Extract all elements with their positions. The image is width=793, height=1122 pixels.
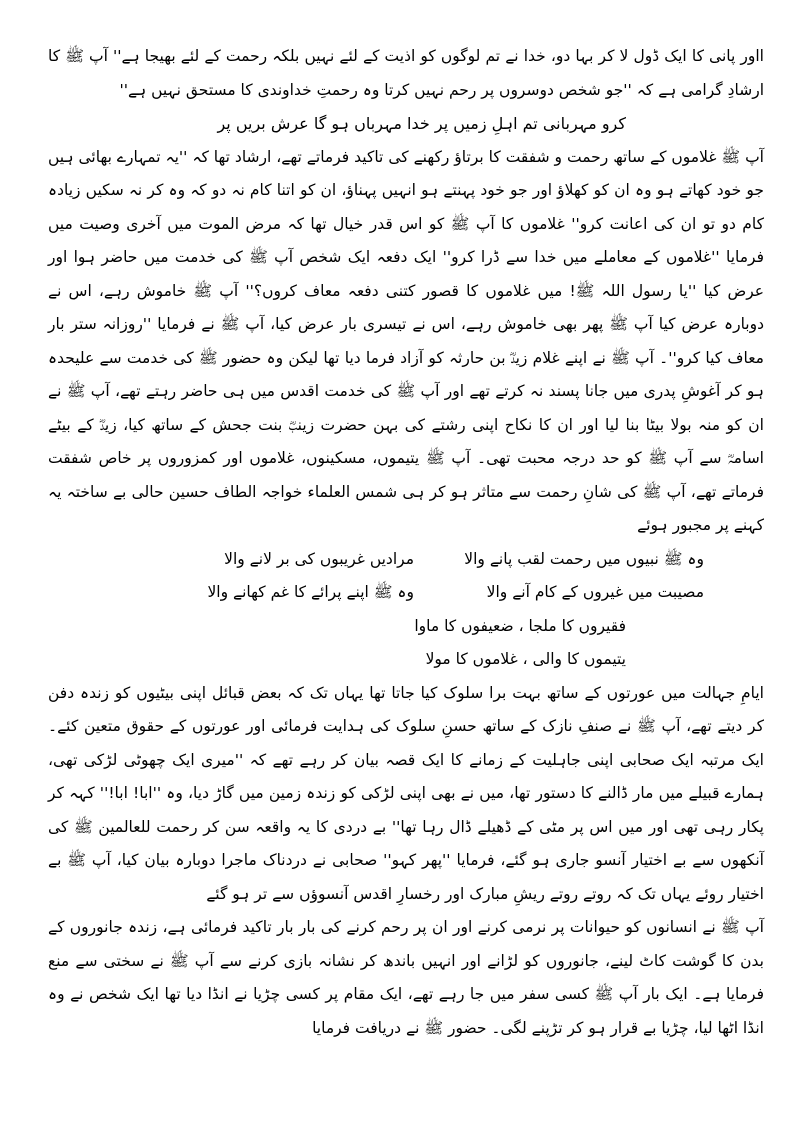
paragraph-women: ایامِ جہالت میں عورتوں کے ساتھ بہت برا سلوک کیا جاتا تھا یہاں تک کہ بعض قبائل اپنی بیٹیوں کو زندہ دفن کر دیتے تھے، آپ ﷺ نے صنفِ نازک کے ساتھ حسنِ سلوک کی ہدایت فرمائی اور عورتوں کے حقوق متعین کئے۔ ایک مرتبہ ایک صحابی اپنی جاہلیت کے زمانے کا ایک قصہ بیان کر رہے تھے کہ ''میری ایک چھوٹی لڑکی تھی، ہمارے قبیلے میں مار ڈالنے کا دستور تھا، میں نے بھی اپنی لڑکی کو زندہ زمین میں گاڑ دیا، وہ ''ابا! ابا!'' کہہ کر پکار رہی تھی اور میں اس پر مٹی کے ڈھیلے ڈال رہا تھا'' بے دردی کا یہ واقعہ سن کر رحمت للعالمین ﷺ کی آنکھوں سے بے اختیار آنسو جاری ہو گئے، فرمایا ''پھر کہو'' صحابی نے دردناک ماجرا دوبارہ بیان کیا، آپ ﷺ بے اختیار روئے یہاں تک کہ روتے روتے ریشِ مبارک اور رخسارِ اقدس آنسوؤں سے تر ہو گئے bbox=[48, 683, 764, 903]
document-page bbox=[48, 40, 764, 1045]
verse-line-1 bbox=[48, 543, 764, 577]
verse-line-2-hemistich-2: وہ ﷺ اپنے پرائے کا غم کھانے والا bbox=[207, 583, 414, 601]
verse-line-3: فقیروں کا ملجا ، ضعیفوں کا ماوا bbox=[414, 616, 626, 635]
verse-couplet-mercy: کرو مہربانی تم اہلِ زمیں پر خدا مہرباں ہو گا عرش بریں پر bbox=[217, 114, 626, 133]
paragraph-slaves: آپ ﷺ غلاموں کے ساتھ رحمت و شفقت کا برتاؤ رکھنے کی تاکید فرماتے تھے، ارشاد تھا کہ ''یہ تمہارے بھائی ہیں جو خود کھاتے ہو وہ ان کو کھلاؤ اور جو خود پہنتے ہو انہیں پہناؤ، ان کو اتنا کام نہ دو کہ وہ کر نہ سکیں زیادہ کام دو تو ان کی اعانت کرو'' غلاموں کا آپ ﷺ کو اس قدر خیال تھا کہ مرض الموت میں آخری وصیت میں فرمایا ''غلاموں کے معاملے میں خدا سے ڈرا کرو'' ایک دفعہ ایک شخص آپ ﷺ کی خدمت میں حاضر ہوا اور عرض کیا ''یا رسول اللہ ﷺ! میں غلاموں کا قصور کتنی دفعہ معاف کروں؟'' آپ ﷺ خاموش رہے، اس نے دوبارہ عرض کیا آپ ﷺ پھر بھی خاموش رہے، اس نے تیسری بار عرض کیا، آپ ﷺ نے فرمایا ''روزانہ ستر بار معاف کیا کرو''۔ آپ ﷺ نے اپنے غلام زیدؓ بن حارثہ کو آزاد فرما دیا تھا لیکن وہ حضور ﷺ کی خدمت سے علیحدہ ہو کر آغوشِ پدری میں جانا پسند نہ کرتے تھے اور آپ ﷺ کی خدمت اقدس میں ہی حاضر رہتے تھے، آپ ﷺ نے ان کو منہ بولا بیٹا بنا لیا اور ان کا نکاح اپنی رشتے کی بہن حضرت زینبؓ بنت جحش کے ساتھ کیا، زیدؓ کے بیٹے اسامہؓ سے آپ ﷺ کو حد درجہ محبت تھی۔ آپ ﷺ یتیموں، مسکینوں، غلاموں اور کمزوروں پر خاص شفقت فرماتے تھے، آپ ﷺ کی شانِ رحمت سے متاثر ہو کر ہی شمس العلماء خواجہ الطاف حسین حالی بے ساختہ یہ کہنے پر مجبور ہوئے bbox=[48, 147, 764, 534]
verse-line-2 bbox=[48, 576, 764, 610]
paragraph-animals: آپ ﷺ نے انسانوں کو حیوانات پر نرمی کرنے اور ان پر رحم کرنے کی بار بار تاکید فرمائی ہے، زندہ جانوروں کے بدن کا گوشت کاٹ لینے، جانوروں کو لڑانے اور انہیں باندھ کر نشانہ بازی کرنے سے آپ ﷺ نے سختی سے منع فرمایا ہے۔ ایک بار آپ ﷺ کسی سفر میں جا رہے تھے، ایک مقام پر کسی چڑیا نے انڈا دیا تھا ایک شخص نے وہ انڈا اٹھا لیا، چڑیا بے قرار ہو کر تڑپنے لگی۔ حضور ﷺ نے دریافت فرمایا bbox=[48, 918, 764, 1037]
verse-line-1-hemistich-1: وہ ﷺ نبیوں میں رحمت لقب پانے والا bbox=[464, 549, 704, 568]
verse-line-4: یتیموں کا والی ، غلاموں کا مولا bbox=[425, 650, 626, 668]
verse-line-2-hemistich-1: مصیبت میں غیروں کے کام آنے والا bbox=[486, 583, 704, 601]
paragraph-mercy-instruction: ااور پانی کا ایک ڈول لا کر بہا دو، خدا نے تم لوگوں کو اذیت کے لئے نہیں بلکہ رحمت کے لئے بھیجا ہے'' آپ ﷺ کا ارشادِ گرامی ہے کہ ''جو شخص دوسروں پر رحم نہیں کرتا وہ رحمتِ خداوندی کا مستحق نہیں ہے'' bbox=[48, 47, 764, 99]
verse-line-1-hemistich-2: مرادیں غریبوں کی بر لانے والا bbox=[224, 549, 414, 568]
